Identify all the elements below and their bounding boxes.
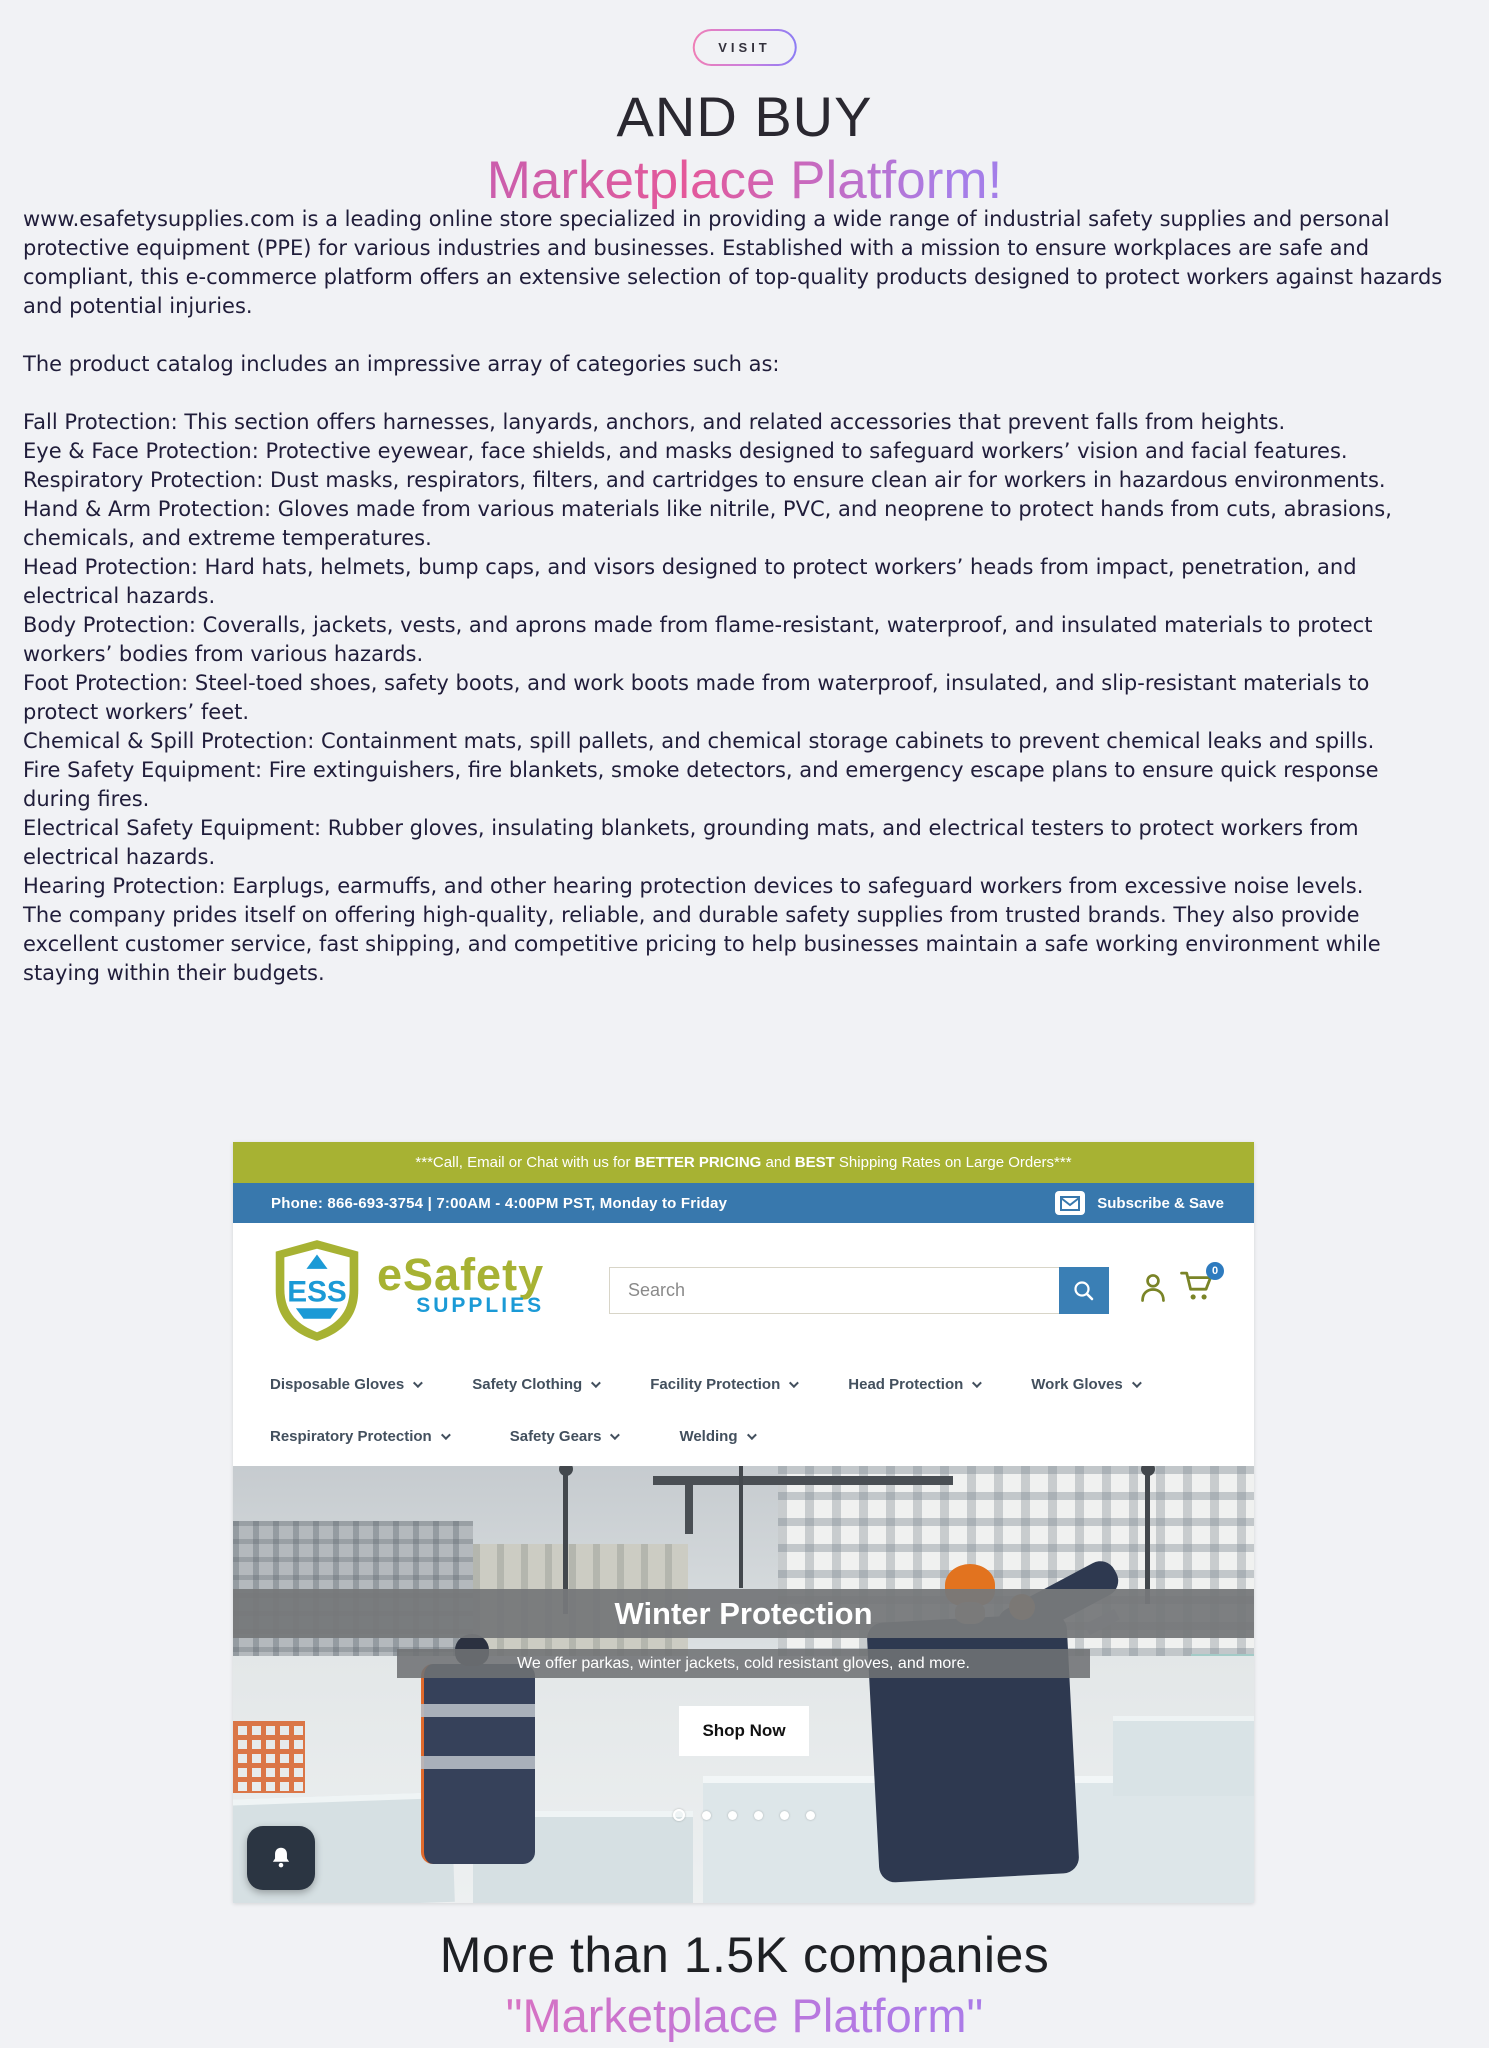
hero-worker-left <box>421 1756 535 1769</box>
hero-title-banner <box>233 1589 1254 1638</box>
cart-button[interactable] <box>1179 1265 1219 1308</box>
announcement-bar <box>233 1142 1254 1183</box>
chevron-down-icon <box>789 1378 799 1388</box>
carousel-dot[interactable] <box>754 1811 763 1820</box>
carousel-dot[interactable] <box>702 1811 711 1820</box>
nav-row-2 <box>233 1410 1254 1462</box>
search-bar <box>609 1267 1109 1314</box>
category-line: Head Protection: Hard hats, helmets, bump caps, and visors designed to protect workers’ heads from impact, penetration, and electrical hazards. <box>23 555 1357 608</box>
nav-item-label: Facility Protection <box>650 1375 781 1393</box>
nav-item[interactable] <box>650 1376 796 1393</box>
chevron-down-icon <box>610 1430 620 1440</box>
category-line: Foot Protection: Steel-toed shoes, safety boots, and work boots made from waterproof, insulated, and slip-resistant materials to protect workers’ feet. <box>23 671 1370 724</box>
logo-wordmark <box>377 1249 545 1317</box>
site-screenshot <box>233 1142 1254 1903</box>
category-line: Electrical Safety Equipment: Rubber gloves, insulating blankets, grounding mats, and electrical testers to protect workers from electrical hazards. <box>23 816 1359 869</box>
category-line: Respiratory Protection: Dust masks, respirators, filters, and cartridges to ensure clean air for workers in hazardous environments. <box>23 468 1386 492</box>
companies-claim: More than 1.5K companies <box>439 1927 1050 1983</box>
carousel-dot[interactable] <box>780 1811 789 1820</box>
category-line: Chemical & Spill Protection: Containment mats, spill pallets, and chemical storage cabinets to prevent chemical leaks and spills. <box>23 729 1375 753</box>
shield-logo-icon <box>269 1237 365 1343</box>
announce-bold2: BEST <box>794 1154 835 1171</box>
nav-item-label: Head Protection <box>848 1375 964 1393</box>
announce-prefix: ***Call, Email or Chat with us for <box>415 1154 635 1171</box>
hero-subtitle-banner <box>397 1649 1090 1678</box>
nav-item-label: Welding <box>679 1427 738 1445</box>
hero-subtitle: We offer parkas, winter jackets, cold resistant gloves, and more. <box>517 1654 970 1672</box>
chevron-down-icon <box>972 1378 982 1388</box>
category-line: Body Protection: Coveralls, jackets, vests, and aprons made from flame-resistant, waterproof, and insulated materials to protect workers’ bodies from various hazards. <box>23 613 1373 666</box>
description-text <box>23 205 1443 988</box>
category-line: Fall Protection: This section offers harnesses, lanyards, anchors, and related accessories that prevent falls from heights. <box>23 410 1286 434</box>
hero-lamp-post <box>1145 1466 1150 1604</box>
chevron-down-icon <box>1132 1378 1142 1388</box>
main-navigation <box>233 1358 1254 1466</box>
phone-hours-text: Phone: 866-693-3754 | 7:00AM - 4:00PM PST, Monday to Friday <box>271 1194 728 1212</box>
chat-widget-button[interactable] <box>247 1826 315 1890</box>
category-line: Hearing Protection: Earplugs, earmuffs, and other hearing protection devices to safeguard workers from excessive noise levels. <box>23 874 1364 898</box>
hero-title: Winter Protection <box>614 1595 873 1631</box>
site-header <box>233 1223 1254 1358</box>
hero-lamp-post <box>559 1466 573 1476</box>
bell-icon <box>268 1845 294 1871</box>
svg-text:ESS: ESS <box>287 1275 347 1309</box>
visit-label: VISIT <box>694 31 795 64</box>
hero-ice-block <box>1113 1716 1254 1796</box>
account-button[interactable] <box>1138 1271 1168 1308</box>
hero-carousel-slide <box>233 1466 1254 1903</box>
marketplace-claim: "Marketplace Platform" <box>0 1988 1489 2043</box>
heading-marketplace-platform: Marketplace Platform! <box>0 150 1489 211</box>
subscribe-save-link[interactable] <box>1055 1191 1224 1215</box>
logo-name-top: eSafety <box>377 1249 545 1300</box>
esafety-logo[interactable] <box>269 1237 544 1343</box>
hero-orange-fence <box>233 1721 305 1793</box>
shop-now-button[interactable]: Shop Now <box>679 1706 809 1756</box>
hero-lamp-post <box>739 1466 743 1588</box>
carousel-dot[interactable] <box>728 1811 737 1820</box>
nav-item-label: Safety Clothing <box>472 1375 583 1393</box>
nav-item[interactable] <box>270 1428 448 1445</box>
nav-item-label: Respiratory Protection <box>270 1427 432 1445</box>
nav-item[interactable] <box>270 1376 420 1393</box>
chevron-down-icon <box>413 1378 423 1388</box>
category-line: Fire Safety Equipment: Fire extinguishers, fire blankets, smoke detectors, and emergency escape plans to ensure quick response during fires. <box>23 758 1379 811</box>
closing-paragraph: The company prides itself on offering high-quality, reliable, and durable safety supplies from trusted brands. They also provide excellent customer service, fast shipping, and competitive pricing to help businesses maintain a safe working environment while staying within their budgets. <box>23 903 1381 985</box>
chevron-down-icon <box>441 1430 451 1440</box>
envelope-icon <box>1055 1191 1085 1215</box>
category-line: Hand & Arm Protection: Gloves made from various materials like nitrile, PVC, and neoprene to protect hands from cuts, abrasions, chemicals, and extreme temperatures. <box>23 497 1392 550</box>
carousel-dot[interactable] <box>806 1811 815 1820</box>
logo-name-bottom: SUPPLIES <box>416 1294 545 1317</box>
announce-middle: and <box>761 1154 795 1171</box>
carousel-dots <box>233 1811 1254 1821</box>
category-line: Eye & Face Protection: Protective eyewear, face shields, and masks designed to safeguard workers’ vision and facial features. <box>23 439 1348 463</box>
catalog-intro: The product catalog includes an impressive array of categories such as: <box>23 352 780 376</box>
user-icon <box>1138 1271 1168 1303</box>
nav-item[interactable] <box>510 1428 618 1445</box>
chevron-down-icon <box>746 1430 756 1440</box>
nav-item[interactable] <box>679 1428 753 1445</box>
nav-item-label: Safety Gears <box>509 1427 602 1445</box>
intro-paragraph: www.esafetysupplies.com is a leading online store specialized in providing a wide range of industrial safety supplies and personal protective equipment (PPE) for various industries and businesses. Established with a mission to ensure workplaces are safe and compliant, this e-commerce platform offers an extensive selection of top-quality products designed to protect workers against hazards and potential injuries. <box>23 207 1443 318</box>
heading-and-buy: AND BUY <box>616 85 873 148</box>
top-bar <box>233 1183 1254 1223</box>
visit-button[interactable] <box>692 29 797 66</box>
announce-bold1: BETTER PRICING <box>634 1154 762 1171</box>
cart-count-badge: 0 <box>1206 1262 1224 1280</box>
announce-suffix: Shipping Rates on Large Orders*** <box>834 1154 1072 1171</box>
subscribe-save-label: Subscribe & Save <box>1097 1194 1224 1212</box>
search-icon <box>1072 1279 1096 1303</box>
nav-row-1 <box>233 1358 1254 1410</box>
hero-scaffold <box>653 1476 953 1485</box>
nav-item[interactable] <box>848 1376 979 1393</box>
chevron-down-icon <box>591 1378 601 1388</box>
carousel-dot[interactable] <box>673 1809 685 1821</box>
nav-item[interactable] <box>1031 1376 1138 1393</box>
nav-item-label: Disposable Gloves <box>270 1375 405 1393</box>
hero-worker-left <box>421 1704 535 1717</box>
category-list <box>23 408 1443 901</box>
nav-item-label: Work Gloves <box>1031 1375 1123 1393</box>
hero-scaffold <box>685 1476 693 1534</box>
search-input[interactable] <box>609 1267 1059 1314</box>
search-button[interactable] <box>1059 1267 1109 1314</box>
nav-item[interactable] <box>472 1376 598 1393</box>
